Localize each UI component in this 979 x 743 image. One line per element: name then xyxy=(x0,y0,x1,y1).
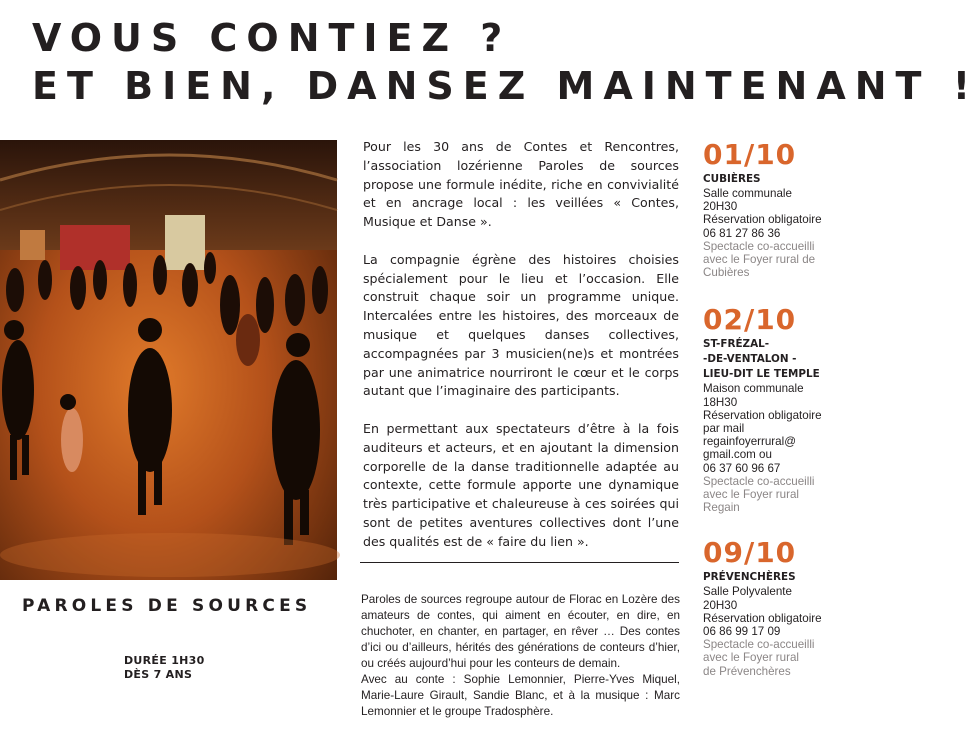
event-note xyxy=(703,240,843,280)
place-line: LIEU-DIT LE TEMPLE xyxy=(703,368,820,381)
divider xyxy=(360,562,679,563)
email-address: gmail.com ou xyxy=(703,448,772,462)
note-line: avec le Foyer rural xyxy=(703,488,800,502)
event-entry xyxy=(703,303,843,514)
event-info xyxy=(703,585,843,638)
email-address: regainfoyerrural@ xyxy=(703,435,796,449)
event-date: 02/10 xyxy=(703,303,797,337)
event-date: 09/10 xyxy=(703,536,797,570)
event-place xyxy=(703,337,843,382)
info-line: 20H30 xyxy=(703,200,738,214)
title-line-1: VOUS CONTIEZ ? xyxy=(32,16,512,60)
paragraph: En permettant aux spectateurs d’être à la fois auditeurs et acteurs, et en ajoutant la dimension corporelle de la danse traditionnelle adaptée au contexte, cette formule apporte une dynamique très participative et chaleureuse à ces soirées qui sont de petites aventures collectives dont l’une des qualités est de « faire du lien ». xyxy=(363,420,679,549)
event-info xyxy=(703,382,843,474)
info-line: Salle Polyvalente xyxy=(703,585,792,599)
event-place xyxy=(703,172,843,187)
title-line-2: ET BIEN, DANSEZ MAINTENANT ! xyxy=(32,64,979,108)
event-dates xyxy=(703,138,843,702)
age-range: DÈS 7 ANS xyxy=(124,668,193,681)
info-line: 18H30 xyxy=(703,395,738,409)
info-line: Réservation obligatoire xyxy=(703,408,822,422)
info-line: 20H30 xyxy=(703,598,738,612)
note-line: avec le Foyer rural xyxy=(703,651,800,665)
place-line: -DE-VENTALON - xyxy=(703,353,797,366)
paragraph: Avec au conte : Sophie Lemonnier, Pierre-Yves Miquel, Marie-Laure Girault, Sandie Blanc, et à la musique : Marc Lemonnier et le groupe Tradosphère. xyxy=(361,673,680,718)
event-entry xyxy=(703,536,843,677)
phone-number: 06 37 60 96 67 xyxy=(703,461,781,475)
dance-hall-photo xyxy=(0,140,337,580)
page-title xyxy=(32,14,979,110)
paragraph: Paroles de sources regroupe autour de Florac en Lozère des amateurs de contes, qui aiment en écouter, en dire, en chuchoter, en chanter, en partager, en rêver … Des contes d’ici ou d’ailleurs, hérités des générations de conteurs d’hier, ou créés aujourd’hui pour les conteurs de demain. xyxy=(361,593,680,670)
phone-number: 06 81 27 86 36 xyxy=(703,226,781,240)
note-line: Spectacle co-accueilli xyxy=(703,474,815,488)
info-line: Réservation obligatoire xyxy=(703,611,822,625)
photo-illustration xyxy=(0,140,337,580)
company-description xyxy=(361,592,680,720)
note-line: Cubières xyxy=(703,266,750,280)
company-name: PAROLES DE SOURCES xyxy=(22,596,312,616)
info-line: par mail xyxy=(703,422,745,436)
phone-number: 06 86 99 17 09 xyxy=(703,625,781,639)
note-line: Spectacle co-accueilli xyxy=(703,239,815,253)
duration: DURÉE 1H30 xyxy=(124,654,205,667)
paragraph: Pour les 30 ans de Contes et Rencontres, l’association lozérienne Paroles de sources propose une formule inédite, riche en convivialité et en ancrage local : les veillées « Contes, Musique et Danse ». xyxy=(363,139,679,230)
presentation-text xyxy=(363,138,679,570)
event-place xyxy=(703,570,843,585)
paragraph: La compagnie égrène des histoires choisies spécialement pour le lieu et l’occasion. Elle construit chaque soir un programme unique. Intercalées entre les histoires, des morceaux de musique et quelques danses collectives, accompagnées par 3 musicien(ne)s et montrées par une animatrice nourriront le cœur et le corps autant que l’imaginaire des participants. xyxy=(363,251,679,399)
info-line: Réservation obligatoire xyxy=(703,213,822,227)
note-line: Spectacle co-accueilli xyxy=(703,638,815,652)
note-line: de Prévenchères xyxy=(703,664,791,678)
note-line: avec le Foyer rural de xyxy=(703,253,816,267)
event-date: 01/10 xyxy=(703,138,797,171)
event-info xyxy=(703,187,843,240)
place-line: CUBIÈRES xyxy=(703,173,761,185)
event-entry xyxy=(703,138,843,279)
event-note xyxy=(703,475,843,515)
note-line: Regain xyxy=(703,501,740,515)
show-details xyxy=(124,654,205,682)
place-line: PRÉVENCHÈRES xyxy=(703,571,796,584)
event-note xyxy=(703,638,843,678)
info-line: Maison communale xyxy=(703,382,804,396)
place-line: ST-FRÉZAL- xyxy=(703,338,770,351)
info-line: Salle communale xyxy=(703,187,792,200)
